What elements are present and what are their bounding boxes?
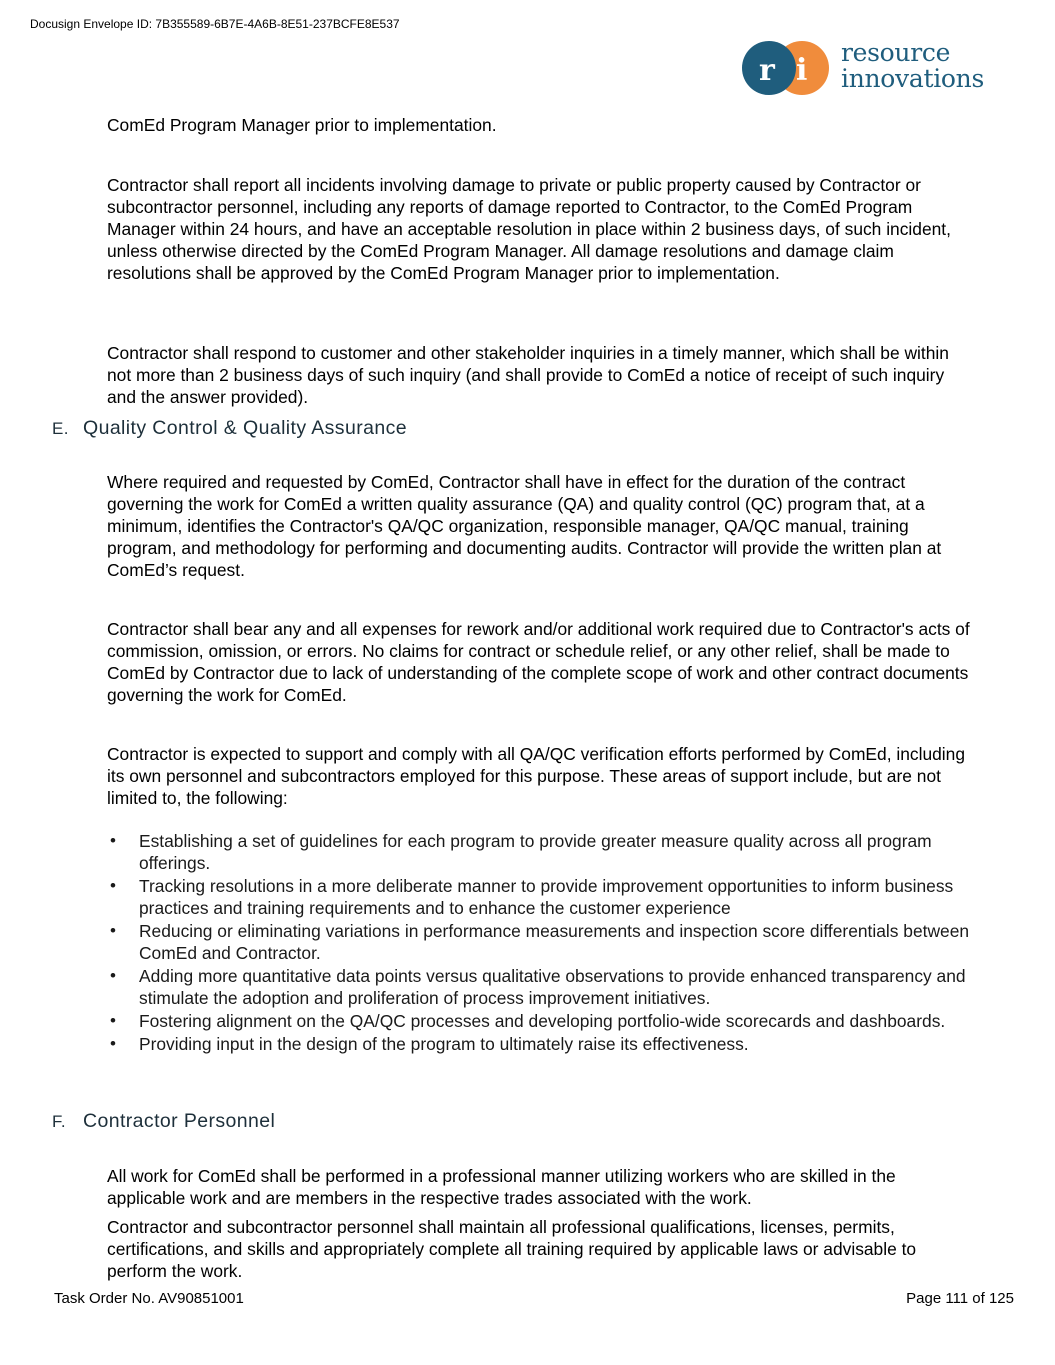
paragraph: ComEd Program Manager prior to implementation.: [107, 115, 497, 135]
bullet-icon: •: [110, 1034, 116, 1053]
paragraph: All work for ComEd shall be performed in a professional manner utilizing workers who are skilled in the applicable work and are members in the respective trades associated with the work.: [107, 1166, 896, 1208]
logo-line-2: innovations: [841, 64, 985, 93]
logo-wordmark: [841, 40, 984, 92]
section-letter: F.: [52, 1112, 67, 1131]
paragraph: Contractor shall bear any and all expenses for rework and/or additional work required due to Contractor's acts of commission, omission, or errors. No claims for contract or schedule relief, or any other relief, shall be made to ComEd by Contractor due to lack of understanding of the complete scope of work and other contract documents governing the work for ComEd.: [107, 619, 970, 705]
paragraph: Where required and requested by ComEd, Contractor shall have in effect for the duration of the contract governing the work for ComEd a written quality assurance (QA) and quality control (QC) program that, at a minimum, identifies the Contractor's QA/QC organization, responsible manager, QA/QC manual, training program, and methodology for performing and documenting audits. Contractor will provide the written plan at ComEd’s request.: [107, 472, 942, 580]
page-number: Page 111 of 125: [906, 1290, 1014, 1307]
bullet-icon: •: [110, 1011, 116, 1030]
paragraph: Contractor shall report all incidents involving damage to private or public property caused by Contractor or subcontractor personnel, including any reports of damage reported to Contractor, to the ComEd Program Manager within 24 hours, and have an acceptable resolution in place within 2 business days, of such incident, unless otherwise directed by the ComEd Program Manager. All damage resolutions and damage claim resolutions shall be approved by the ComEd Program Manager prior to implementation.: [107, 175, 951, 283]
section-heading-e: [52, 416, 407, 441]
bullet-icon: •: [110, 831, 116, 850]
docusign-envelope-id: Docusign Envelope ID: 7B355589-6B7E-4A6B-8E51-237BCFE8E537: [30, 17, 400, 31]
section-title: Quality Control & Quality Assurance: [83, 417, 407, 439]
section-heading-f: [52, 1109, 275, 1134]
bullet-icon: •: [110, 921, 116, 940]
list-item: • Providing input in the design of the program to ultimately raise its effectiveness.: [110, 1034, 749, 1054]
resource-innovations-logo: [740, 40, 1020, 98]
section-title: Contractor Personnel: [83, 1110, 276, 1132]
list-item: • Reducing or eliminating variations in performance measurements and inspection score differentials between ComEd and Contractor.: [110, 921, 970, 963]
list-item: • Fostering alignment on the QA/QC processes and developing portfolio-wide scorecards and dashboards.: [110, 1011, 946, 1031]
list-item: • Tracking resolutions in a more deliberate manner to provide improvement opportunities to inform business practices and training requirements and to enhance the customer experience: [110, 876, 954, 918]
paragraph: Contractor is expected to support and comply with all QA/QC verification efforts performed by ComEd, including its own personnel and subcontractors employed for this purpose. These areas of support include, but are not limited to, the following:: [107, 744, 966, 808]
qa-support-list: [107, 830, 977, 1056]
list-item: • Adding more quantitative data points versus qualitative observations to provide enhanced transparency and stimulate the adoption and proliferation of process improvement initiatives.: [110, 966, 966, 1008]
paragraph: Contractor and subcontractor personnel shall maintain all professional qualifications, licenses, permits, certifications, and skills and appropriately complete all training required by applicable laws or advisable to perform the work.: [107, 1217, 917, 1281]
section-letter: E.: [52, 419, 69, 438]
svg-text:i: i: [796, 53, 808, 88]
bullet-icon: •: [110, 966, 116, 985]
svg-text:r: r: [759, 53, 775, 88]
logo-line-1: resource: [841, 38, 951, 67]
ri-logo-mark-icon: [740, 40, 836, 98]
paragraph: Contractor shall respond to customer and other stakeholder inquiries in a timely manner, which shall be within not more than 2 business days of such inquiry (and shall provide to ComEd a notice of receipt of such inquiry and the answer provided).: [107, 343, 949, 407]
bullet-icon: •: [110, 876, 116, 895]
list-item: • Establishing a set of guidelines for each program to provide greater measure quality across all program offerings.: [110, 831, 932, 873]
task-order-number: Task Order No. AV90851001: [54, 1290, 244, 1307]
